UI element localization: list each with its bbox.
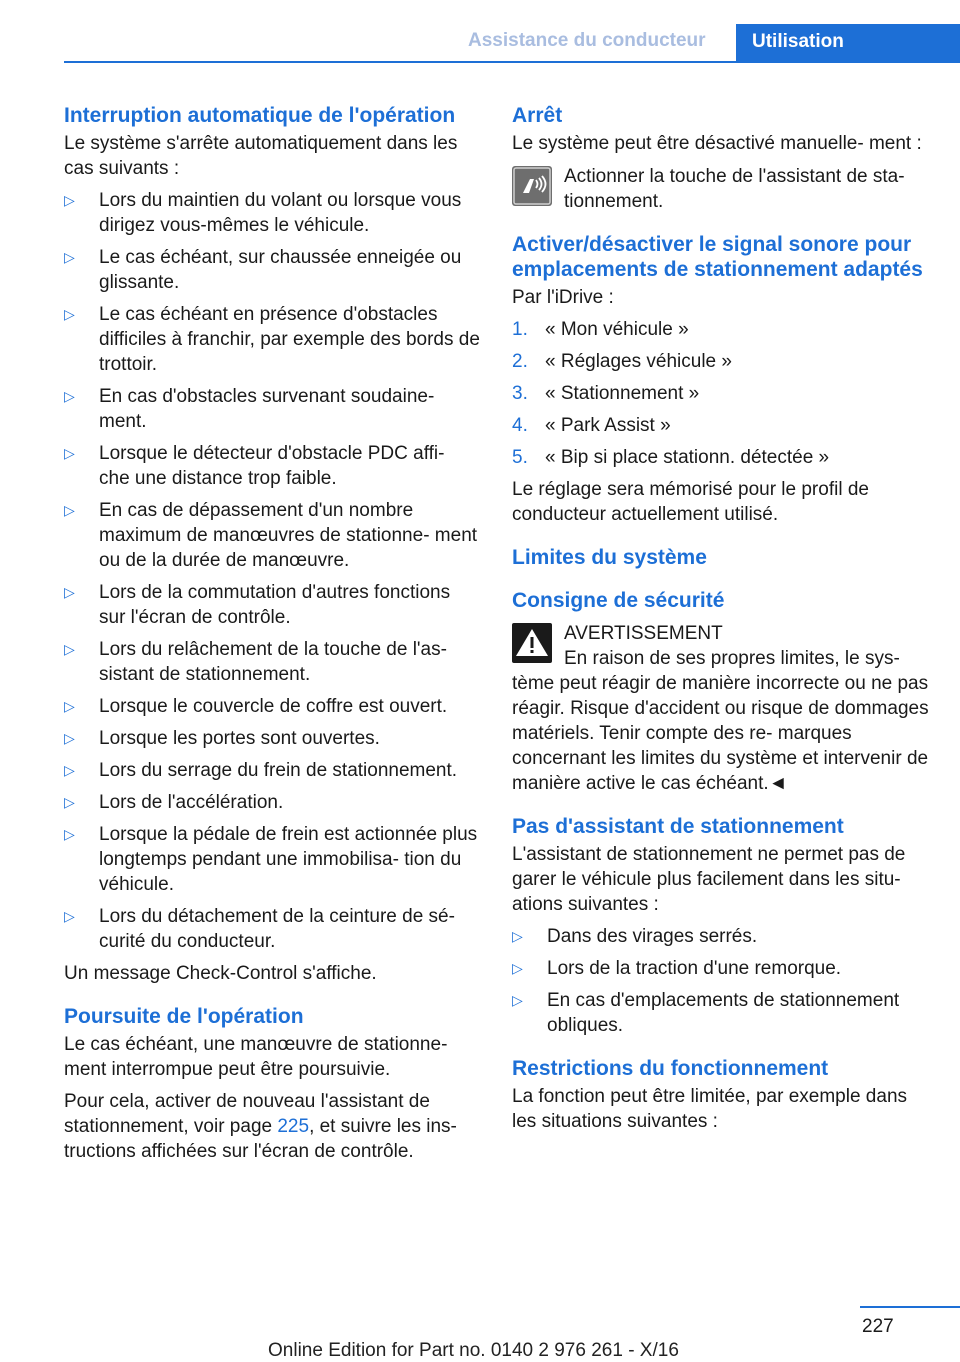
triangle-right-icon: ▷ — [512, 928, 523, 944]
idrive-steps — [512, 317, 932, 470]
edition-footer: Online Edition for Part no. 0140 2 976 261 - X/16 — [268, 1340, 679, 1361]
list-item: ▷ Lors de la commutation d'autres fonctions sur l'écran de contrôle. — [64, 582, 451, 628]
list-item: ▷ Lorsque les portes sont ouvertes. — [64, 728, 380, 749]
warning-body: tème peut réagir de manière incorrecte ou ne pas réagir. Risque d'accident ou risque de dommages matériels. Tenir compte des re‐ marques concernant les limites du système et intervenir de manière active le cas échéant.◄ — [512, 673, 929, 794]
list-item: 2. « Réglages véhicule » — [512, 351, 732, 372]
section-title: Assistance du conducteur — [468, 30, 706, 51]
interruption-list — [64, 188, 480, 954]
right-column — [512, 103, 932, 1141]
list-item: ▷ Lors du détachement de la ceinture de sé‐ curité du conducteur. — [64, 906, 455, 952]
list-item: ▷ Dans des virages serrés. — [512, 926, 758, 947]
list-item: 5. « Bip si place stationn. détectée » — [512, 447, 830, 468]
list-item: ▷ Lorsque la pédale de frein est actionnée plus longtemps pendant une immobilisa‐ tion du véhicule. — [64, 824, 478, 895]
triangle-right-icon: ▷ — [64, 445, 75, 461]
triangle-right-icon: ▷ — [64, 794, 75, 810]
triangle-right-icon: ▷ — [64, 584, 75, 600]
paragraph-no-assist: L'assistant de stationnement ne permet pas de garer le véhicule plus facilement dans les situ‐ ations suivantes : — [512, 844, 906, 915]
list-item: ▷ Le cas échéant en présence d'obstacles difficiles à franchir, par exemple des bords de trottoir. — [64, 304, 480, 375]
paragraph-interruption: Le système s'arrête automatiquement dans les cas suivants : — [64, 133, 458, 179]
left-column — [64, 103, 480, 1171]
footer-rule — [860, 1306, 960, 1308]
warning-first-line: En raison de ses propres limites, le sys‐ — [564, 648, 900, 669]
list-item: ▷ En cas d'emplacements de stationnement obliques. — [512, 990, 900, 1036]
parking-assist-button-icon — [512, 166, 552, 206]
chapter-tab: Utilisation — [736, 24, 960, 61]
heading-signal: Activer/désactiver le signal sonore pour emplacements de stationnement adaptés — [512, 233, 923, 281]
triangle-right-icon: ▷ — [64, 641, 75, 657]
triangle-right-icon: ▷ — [64, 762, 75, 778]
page-number: 227 — [862, 1316, 894, 1337]
triangle-right-icon: ▷ — [64, 826, 75, 842]
list-item: ▷ Le cas échéant, sur chaussée enneigée ou glissante. — [64, 247, 462, 293]
page-header — [0, 0, 960, 62]
header-rule — [64, 61, 960, 63]
stop-note — [512, 164, 932, 214]
paragraph-resume-1: Le cas échéant, une manœuvre de stationne‐ ment interrompue peut être poursuivie. — [64, 1034, 448, 1080]
triangle-right-icon: ▷ — [512, 992, 523, 1008]
triangle-right-icon: ▷ — [64, 306, 75, 322]
list-item: ▷ En cas de dépassement d'un nombre maximum de manœuvres de stationne‐ ment ou de la durée de manœuvre. — [64, 500, 478, 571]
heading-interruption: Interruption automatique de l'opération — [64, 104, 456, 127]
no-assist-list — [512, 924, 932, 1038]
triangle-right-icon: ▷ — [512, 960, 523, 976]
heading-restrictions: Restrictions du fonctionnement — [512, 1057, 829, 1080]
list-item: ▷ Lors du maintien du volant ou lorsque vous dirigez vous-mêmes le véhicule. — [64, 190, 462, 236]
paragraph-saved: Le réglage sera mémorisé pour le profil de conducteur actuellement utilisé. — [512, 479, 869, 525]
heading-resume: Poursuite de l'opération — [64, 1005, 304, 1028]
list-item: 1. « Mon véhicule » — [512, 319, 689, 340]
list-item: 3. « Stationnement » — [512, 383, 700, 404]
list-item: ▷ En cas d'obstacles survenant soudaine‐ ment. — [64, 386, 435, 432]
list-item: ▷ Lors du relâchement de la touche de l'as‐ sistant de stationnement. — [64, 639, 447, 685]
page-link[interactable]: 225 — [277, 1116, 310, 1137]
triangle-right-icon: ▷ — [64, 502, 75, 518]
triangle-right-icon: ▷ — [64, 388, 75, 404]
triangle-right-icon: ▷ — [64, 908, 75, 924]
warning-triangle-icon — [512, 623, 552, 663]
list-item: ▷ Lors du serrage du frein de stationnement. — [64, 760, 458, 781]
list-item: ▷ Lorsque le détecteur d'obstacle PDC affi‐ che une distance trop faible. — [64, 443, 445, 489]
heading-stop: Arrêt — [512, 104, 563, 127]
paragraph-idrive: Par l'iDrive : — [512, 287, 614, 308]
paragraph-stop: Le système peut être désactivé manuelle‐ ment : — [512, 133, 922, 154]
list-item: ▷ Lors de la traction d'une remorque. — [512, 958, 842, 979]
heading-limits: Limites du système — [512, 546, 707, 569]
warning-note — [512, 621, 932, 671]
triangle-right-icon: ▷ — [64, 192, 75, 208]
warning-title: AVERTISSEMENT — [564, 623, 723, 644]
triangle-right-icon: ▷ — [64, 698, 75, 714]
list-item: ▷ Lorsque le couvercle de coffre est ouvert. — [64, 696, 448, 717]
list-item: ▷ Lors de l'accélération. — [64, 792, 284, 813]
paragraph-resume-2: Pour cela, activer de nouveau l'assistant de stationnement, voir page 225, et suivre les ins‐ tructions affichées sur l'écran de contrôle. — [64, 1091, 457, 1162]
list-item: 4. « Park Assist » — [512, 415, 671, 436]
triangle-right-icon: ▷ — [64, 249, 75, 265]
heading-safety: Consigne de sécurité — [512, 589, 725, 612]
paragraph-restrictions: La fonction peut être limitée, par exemple dans les situations suivantes : — [512, 1086, 908, 1132]
triangle-right-icon: ▷ — [64, 730, 75, 746]
stop-note-text: Actionner la touche de l'assistant de sta‐ tionnement. — [564, 166, 905, 212]
paragraph-checkcontrol: Un message Check-Control s'affiche. — [64, 963, 377, 984]
heading-no-assist: Pas d'assistant de stationnement — [512, 815, 844, 838]
